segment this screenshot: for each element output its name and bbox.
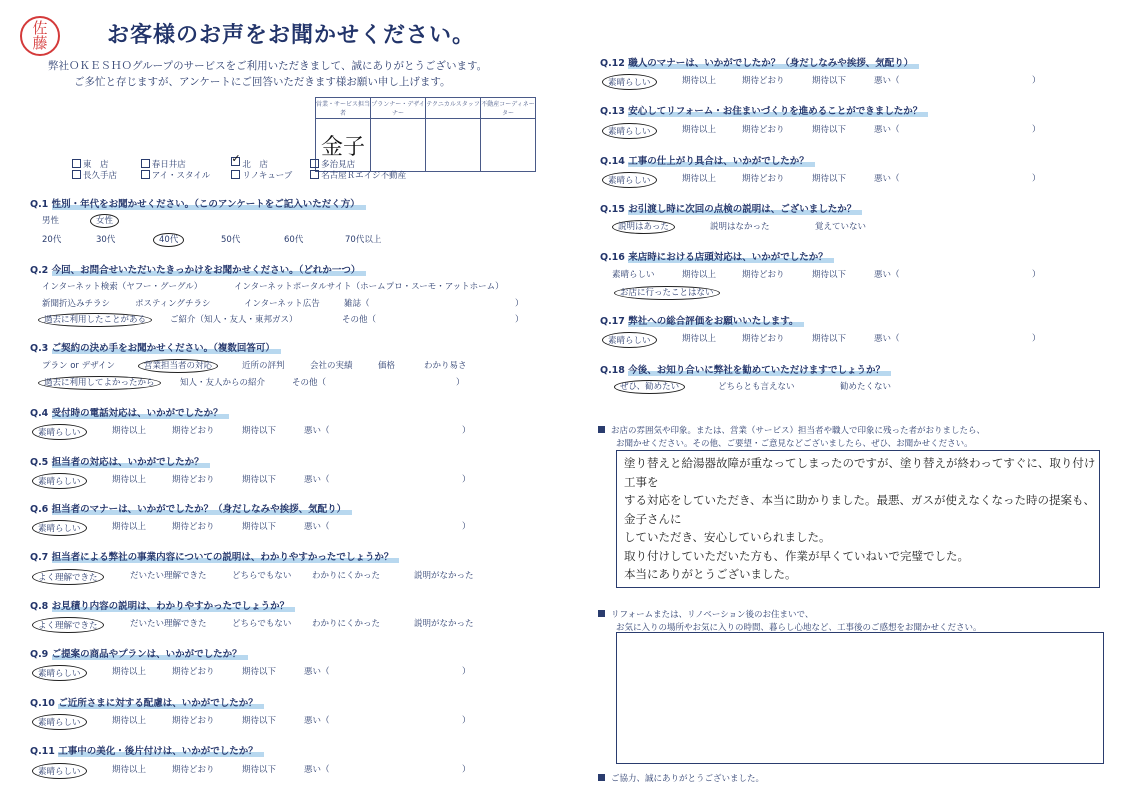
option-rating_options-0[interactable]: 素晴らしい <box>32 473 87 489</box>
option-rating_options-0[interactable]: 素晴らしい <box>602 332 657 348</box>
question-q12: Q.12 職人のマナーは、いかがでしたか？（身だしなみや挨拶、気配り） <box>600 55 919 69</box>
q1-age-20[interactable]: 20代 <box>42 235 62 245</box>
q3-option-sales[interactable]: 営業担当者の対応 <box>144 359 218 371</box>
question-q10: Q.10 ご近所さまに対する配慮は、いかがでしたか？ <box>30 695 264 709</box>
option-rating_options-2[interactable]: 期待どおり <box>172 475 215 485</box>
option-rating_options-4[interactable]: 悪い（ <box>304 426 330 436</box>
store-option[interactable]: 多治見店 <box>310 158 355 170</box>
checkbox-icon <box>231 170 240 179</box>
q7-options[interactable] <box>38 569 482 583</box>
staff-header-sales: 営業・サービス担当者 <box>316 98 371 119</box>
option-rating_options-3[interactable]: 期待以下 <box>242 667 277 677</box>
option-rating_options-4[interactable]: 悪い（ <box>304 667 330 677</box>
question-q18: Q.18 今後、お知り合いに弊社を勧めていただけますでしょうか？ <box>600 362 891 376</box>
option-rating_options-3[interactable]: 期待以下 <box>242 522 277 532</box>
option-rating_options-2[interactable]: 期待どおり <box>172 522 215 532</box>
square-bullet-icon <box>598 610 605 617</box>
q6-ratings[interactable] <box>38 520 482 534</box>
option-rating_options-4[interactable]: 悪い（ <box>874 76 900 86</box>
q13-ratings[interactable] <box>608 123 1052 137</box>
option-rating_options-4[interactable]: 悪い（ <box>874 270 900 280</box>
store-option[interactable]: アイ・スタイル <box>141 169 229 181</box>
store-list-2 <box>72 169 406 181</box>
option-rating_options-4[interactable]: 悪い（ <box>874 125 900 135</box>
option-rating_options-5[interactable]: ） <box>462 765 471 775</box>
q18-option-no[interactable]: 勧めたくない <box>840 382 892 392</box>
option-rating_options-4[interactable]: 悪い（ <box>874 174 900 184</box>
option-rating_options-2[interactable]: 期待どおり <box>172 667 215 677</box>
q3-paren: ） <box>456 378 465 388</box>
store-option[interactable]: 名古屋Ｒエイジ不動産 <box>310 169 406 181</box>
checkbox-icon <box>141 159 150 168</box>
question-q17: Q.17 弊社への総合評価をお願いいたします。 <box>600 313 804 327</box>
handwritten-comment: 塗り替えと給湯器故障が重なってしまったのですが、塗り替えが終わってすぐに、取り付け工事を する対応をしていただき、本当に助かりました。最悪、ガスが使えなくなった時の提案も、金子さんに していただき、安心していられました。 取り付けしていただいた方も、作業が早くていねいで完璧でした。 本当にありがとうございました。 <box>624 456 1096 581</box>
option-rating_options-2[interactable]: 期待どおり <box>742 334 785 344</box>
option-rating_options-5[interactable]: ） <box>1032 174 1041 184</box>
page-title: お客様のお声をお聞かせください。 <box>107 23 476 48</box>
option-rating_options-1[interactable]: 期待以上 <box>682 334 717 344</box>
q2-paren: ） <box>515 315 524 325</box>
option-rating_options-4[interactable]: 悪い（ <box>874 334 900 344</box>
staff-value-technical[interactable] <box>426 119 481 172</box>
option-rating_options-4[interactable]: 悪い（ <box>304 716 330 726</box>
option-rating_options-2[interactable]: 期待どおり <box>742 270 785 280</box>
staff-value-planner[interactable] <box>371 119 426 172</box>
q10-ratings[interactable] <box>38 714 482 728</box>
option-rating_options-1[interactable]: 期待以上 <box>112 716 147 726</box>
question-q4: Q.4 受付時の電話対応は、いかがでしたか？ <box>30 405 229 419</box>
option-rating_options-5[interactable]: ） <box>462 716 471 726</box>
option-rating_options-3[interactable]: 期待以下 <box>242 426 277 436</box>
q2-option[interactable]: インターネット検索（ヤフー・グーグル） <box>42 282 203 292</box>
intro-line-1: 弊社ＯＫＥＳＨＯグループのサービスをご利用いただきまして、誠にありがとうございます。 <box>48 60 488 72</box>
option-understanding_options-0[interactable]: よく理解できた <box>32 569 104 585</box>
option-understanding_options-4[interactable]: 説明がなかった <box>414 619 474 629</box>
checkbox-icon <box>72 170 81 179</box>
q4-ratings[interactable] <box>38 424 482 438</box>
q2-option[interactable]: インターネット広告 <box>244 299 320 309</box>
q16-option-never[interactable]: お店に行ったことはない <box>620 286 720 298</box>
option-understanding_options-4[interactable]: 説明がなかった <box>414 571 474 581</box>
q1-option-male[interactable]: 男性 <box>42 216 60 226</box>
q9-ratings[interactable] <box>38 665 482 679</box>
option-rating_options-3[interactable]: 期待以下 <box>812 270 847 280</box>
option-rating_options-1[interactable]: 期待以上 <box>682 76 717 86</box>
option-understanding_options-0[interactable]: よく理解できた <box>32 617 104 633</box>
option-rating_options-5[interactable]: ） <box>1032 334 1041 344</box>
question-q7: Q.7 担当者による弊社の事業内容についての説明は、わかりやすかったでしょうか？ <box>30 549 399 563</box>
staff-value-sales[interactable]: 金子 <box>316 119 371 172</box>
option-rating_options-5[interactable]: ） <box>462 522 471 532</box>
comments2-prompt-2: お気に入りの場所やお気に入りの時間、暮らし心地など、工事後のご感想をお聞かせください。 <box>616 623 982 633</box>
q1-age-70[interactable]: 70代以上 <box>345 235 382 245</box>
q14-ratings[interactable] <box>608 172 1052 186</box>
q5-ratings[interactable] <box>38 473 482 487</box>
staff-value-realestate[interactable] <box>481 119 536 172</box>
staff-header-realestate: 不動産コーディネーター <box>481 98 536 119</box>
store-option[interactable]: 長久手店 <box>72 169 138 181</box>
option-rating_options-1[interactable]: 期待以上 <box>682 125 717 135</box>
option-understanding_options-3[interactable]: わかりにくかった <box>312 571 381 581</box>
q2-option[interactable]: その他（ <box>342 315 377 325</box>
q2-option[interactable]: インターネットポータルサイト（ホームプロ・スーモ・アットホーム） <box>234 282 504 292</box>
option-rating_options-0[interactable]: 素晴らしい <box>602 172 657 188</box>
q2-option[interactable]: 新聞折込みチラシ <box>42 299 111 309</box>
checkbox-icon <box>141 170 150 179</box>
q3-option[interactable]: プラン or デザイン <box>42 361 116 371</box>
option-rating_options-0[interactable]: 素晴らしい <box>602 74 657 90</box>
q3-option-past[interactable]: 過去に利用してよかったから <box>44 376 161 388</box>
question-q11: Q.11 工事中の美化・後片付けは、いかがでしたか？ <box>30 743 264 757</box>
option-rating_options-3[interactable]: 期待以下 <box>242 475 277 485</box>
option-rating_options-0[interactable]: 素晴らしい <box>32 665 87 681</box>
option-understanding_options-3[interactable]: わかりにくかった <box>312 619 381 629</box>
q1-age-50[interactable]: 50代 <box>221 235 241 245</box>
option-rating_options-0[interactable]: 素晴らしい <box>32 714 87 730</box>
q2-option[interactable]: ポスティングチラシ <box>135 299 211 309</box>
store-option[interactable]: 東 店 <box>72 158 138 170</box>
q12-ratings[interactable] <box>608 74 1052 88</box>
comments1-textarea[interactable] <box>616 450 1100 588</box>
comments1-prompt-2: お聞かせください。その他、ご要望・ご意見などございましたら、ぜひ、お聞かせください。 <box>616 439 973 449</box>
option-rating_options-4[interactable]: 悪い（ <box>304 522 330 532</box>
option-rating_options-1[interactable]: 期待以上 <box>112 765 147 775</box>
q3-option[interactable]: その他（ <box>292 378 327 388</box>
staff-header-technical: テクニカルスタッフ <box>426 98 481 119</box>
question-q5: Q.5 担当者の対応は、いかがでしたか？ <box>30 454 210 468</box>
option-rating_options-1[interactable]: 期待以上 <box>112 667 147 677</box>
option-rating_options-2[interactable]: 期待どおり <box>172 765 215 775</box>
checked-checkbox-icon <box>231 157 240 166</box>
square-bullet-icon <box>598 426 605 433</box>
store-option[interactable]: ✓ 北 店 <box>231 157 307 170</box>
option-rating_options-2[interactable]: 期待どおり <box>172 716 215 726</box>
option-rating_options-5[interactable]: ） <box>1032 125 1041 135</box>
option-rating_options-2[interactable]: 期待どおり <box>742 76 785 86</box>
question-q3: Q.3 ご契約の決め手をお聞かせください。（複数回答可） <box>30 340 281 354</box>
option-rating_options-2[interactable]: 期待どおり <box>742 125 785 135</box>
seal-stamp: 佐 藤 <box>20 16 60 56</box>
option-rating_options-5[interactable]: ） <box>462 426 471 436</box>
option-understanding_options-2[interactable]: どちらでもない <box>232 571 292 581</box>
q2-option[interactable]: 雑誌（ <box>344 299 370 309</box>
question-q2: Q.2 今回、お問合せいただいたきっかけをお聞かせください。（どれか一つ） <box>30 262 366 276</box>
q17-ratings[interactable] <box>608 332 1052 346</box>
checkbox-icon <box>72 159 81 168</box>
comments2-textarea[interactable] <box>616 632 1104 764</box>
question-q1: Q.1 性別・年代をお聞かせください。（このアンケートをご記入いただく方） <box>30 196 366 210</box>
q3-option[interactable]: わかり易さ <box>424 361 467 371</box>
q15-option-forgot[interactable]: 覚えていない <box>815 222 867 232</box>
option-rating_options-0[interactable]: 素晴らしい <box>602 123 657 139</box>
q15-option-no[interactable]: 説明はなかった <box>710 222 770 232</box>
checkbox-icon <box>310 159 319 168</box>
question-q8: Q.8 お見積り内容の説明は、わかりやすかったでしょうか？ <box>30 598 295 612</box>
q8-options[interactable] <box>38 617 482 631</box>
option-rating_options-1[interactable]: 期待以上 <box>682 174 717 184</box>
option-rating_options-0[interactable]: 素晴らしい <box>612 270 655 280</box>
q3-option[interactable]: 近所の評判 <box>242 361 285 371</box>
comments1-prompt-1: お店の雰囲気や印象。または、営業（サービス）担当者や職人で印象に残った者がおりましたら、 <box>598 424 985 436</box>
question-q14: Q.14 工事の仕上がり具合は、いかがでしたか？ <box>600 153 815 167</box>
q2-paren: ） <box>515 299 524 309</box>
footer-thanks: ご協力、誠にありがとうございました。 <box>598 772 764 784</box>
option-rating_options-0[interactable]: 素晴らしい <box>32 520 87 536</box>
comments2-prompt-1: リフォームまたは、リノベーション後のお住まいで、 <box>598 608 813 620</box>
option-rating_options-1[interactable]: 期待以上 <box>682 270 717 280</box>
option-rating_options-3[interactable]: 期待以下 <box>242 716 277 726</box>
option-rating_options-5[interactable]: ） <box>462 667 471 677</box>
option-understanding_options-1[interactable]: だいたい理解できた <box>130 571 207 581</box>
q1-age-40[interactable]: 40代 <box>159 233 184 245</box>
option-understanding_options-2[interactable]: どちらでもない <box>232 619 292 629</box>
option-rating_options-5[interactable]: ） <box>1032 76 1041 86</box>
q3-option[interactable]: 知人・友人からの紹介 <box>180 378 266 388</box>
staff-header-planner: プランナー・デザイナー <box>371 98 426 119</box>
option-rating_options-3[interactable]: 期待以下 <box>812 334 847 344</box>
option-rating_options-1[interactable]: 期待以上 <box>112 426 147 436</box>
q16-ratings[interactable] <box>612 268 1052 282</box>
option-rating_options-0[interactable]: 素晴らしい <box>32 763 87 779</box>
store-option[interactable]: リノキューブ <box>231 169 307 181</box>
option-rating_options-2[interactable]: 期待どおり <box>172 426 215 436</box>
option-rating_options-3[interactable]: 期待以下 <box>242 765 277 775</box>
q3-option[interactable]: 会社の実績 <box>310 361 353 371</box>
question-q13: Q.13 安心してリフォーム・お住まいづくりを進めることができましたか？ <box>600 103 928 117</box>
q2-option-past[interactable]: 過去に利用したことがある <box>44 313 152 325</box>
q1-age-60[interactable]: 60代 <box>284 235 304 245</box>
q18-option-yes[interactable]: ぜひ、勧めたい <box>620 380 685 392</box>
option-rating_options-3[interactable]: 期待以下 <box>812 125 847 135</box>
option-rating_options-3[interactable]: 期待以下 <box>812 76 847 86</box>
option-understanding_options-1[interactable]: だいたい理解できた <box>130 619 207 629</box>
option-rating_options-1[interactable]: 期待以上 <box>112 522 147 532</box>
checkbox-icon <box>310 170 319 179</box>
q3-option[interactable]: 価格 <box>378 361 396 371</box>
option-rating_options-3[interactable]: 期待以下 <box>812 174 847 184</box>
question-q15: Q.15 お引渡し時に次回の点検の説明は、ございましたか？ <box>600 201 862 215</box>
q11-ratings[interactable] <box>38 763 482 777</box>
question-q16: Q.16 来店時における店頭対応は、いかがでしたか？ <box>600 249 834 263</box>
option-rating_options-2[interactable]: 期待どおり <box>742 174 785 184</box>
option-rating_options-4[interactable]: 悪い（ <box>304 765 330 775</box>
q2-option[interactable]: ご紹介（知人・友人・東邦ガス） <box>170 315 298 325</box>
q18-option-neutral[interactable]: どちらとも言えない <box>718 382 795 392</box>
intro-line-2: ご多忙と存じますが、アンケートにご回答いただきます様お願い申し上げます。 <box>74 76 451 88</box>
square-bullet-icon <box>598 774 605 781</box>
option-rating_options-5[interactable]: ） <box>462 475 471 485</box>
option-rating_options-4[interactable]: 悪い（ <box>304 475 330 485</box>
q15-option-yes[interactable]: 説明はあった <box>618 220 675 232</box>
q1-option-female[interactable]: 女性 <box>96 214 119 226</box>
store-option[interactable]: 春日井店 <box>141 158 229 170</box>
question-q6: Q.6 担当者のマナーは、いかがでしたか？（身だしなみや挨拶、気配り） <box>30 501 352 515</box>
option-rating_options-0[interactable]: 素晴らしい <box>32 424 87 440</box>
option-rating_options-1[interactable]: 期待以上 <box>112 475 147 485</box>
question-q9: Q.9 ご提案の商品やプランは、いかがでしたか？ <box>30 646 248 660</box>
q1-age-30[interactable]: 30代 <box>96 235 116 245</box>
option-rating_options-5[interactable]: ） <box>1032 270 1041 280</box>
